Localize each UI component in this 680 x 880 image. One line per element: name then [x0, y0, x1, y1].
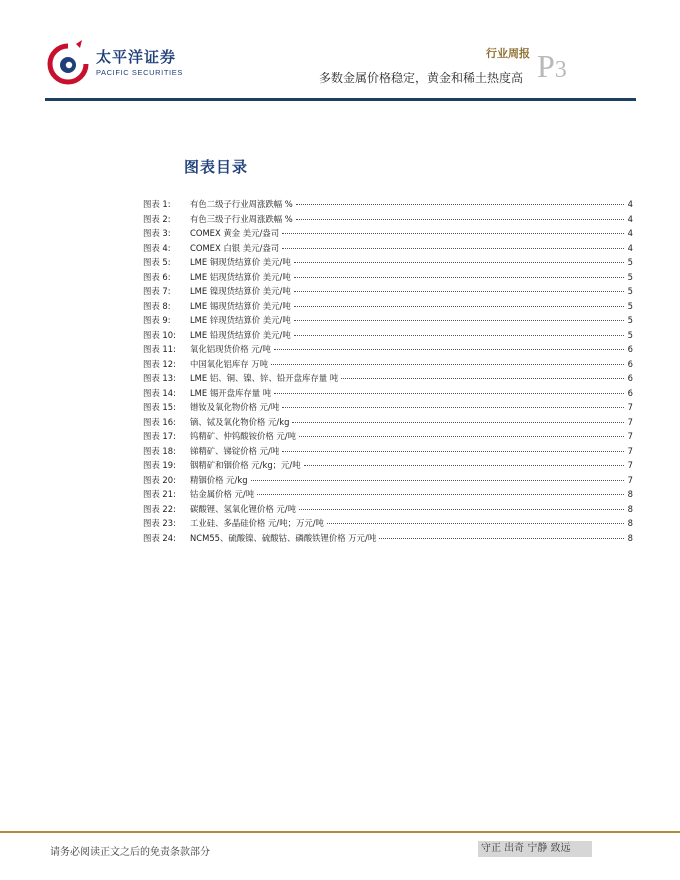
- toc-entry-text: LME 铝、铜、镍、锌、铅开盘库存量 吨: [190, 373, 339, 383]
- toc-entry-label: 图表 21:: [143, 489, 176, 499]
- toc-entry-text: 有色二级子行业周涨跌幅 %: [190, 199, 293, 209]
- toc-entry-label: 图表 24:: [143, 532, 176, 543]
- toc-entry[interactable]: [143, 459, 633, 474]
- toc-entry-text: 钴金属价格 元/吨: [190, 489, 255, 499]
- toc-entry-page: 7: [627, 402, 633, 412]
- toc-entry-page: 6: [627, 373, 633, 383]
- toc-entry-page: 8: [627, 532, 633, 543]
- toc-leader-dots: [299, 509, 624, 510]
- toc-entry-text: LME 锡开盘库存量 吨: [190, 387, 272, 398]
- toc-entry[interactable]: [143, 213, 633, 228]
- toc-leader-dots: [379, 538, 624, 539]
- toc-entry-text: 工业硅、多晶硅价格 元/吨；万元/吨: [190, 518, 324, 528]
- toc-entry-text: 镨钕及氧化物价格 元/吨: [190, 402, 280, 412]
- company-name-cn: 太平洋证券: [96, 48, 177, 66]
- toc-entry-page: 6: [627, 387, 633, 398]
- toc-entry-text: 碳酸锂、氢氧化锂价格 元/吨: [190, 503, 296, 514]
- toc-entry-text: 中国氧化铝库存 万吨: [190, 358, 269, 369]
- toc-leader-dots: [299, 436, 624, 437]
- toc-leader-dots: [282, 451, 624, 452]
- header-divider: [45, 98, 636, 101]
- pacific-securities-logo-icon: [46, 38, 92, 86]
- toc-entry-label: 图表 6:: [143, 271, 171, 282]
- toc-entry-page: 5: [627, 271, 633, 282]
- toc-entry[interactable]: [143, 430, 633, 445]
- toc-entry-label: 图表 20:: [143, 474, 176, 485]
- toc-entry-label: 图表 1:: [143, 199, 171, 209]
- toc-entry[interactable]: [143, 271, 633, 286]
- company-logo: [46, 38, 186, 86]
- toc-entry-page: 8: [627, 503, 633, 514]
- toc-entry[interactable]: [143, 387, 633, 402]
- toc-entry-page: 4: [627, 242, 633, 253]
- toc-entry-label: 图表 11:: [143, 344, 176, 354]
- toc-entry-label: 图表 9:: [143, 315, 171, 325]
- toc-entry-text: 精铟价格 元/kg: [190, 474, 248, 485]
- toc-entry[interactable]: [143, 517, 633, 532]
- toc-entry-label: 图表 7:: [143, 286, 171, 296]
- toc-entry[interactable]: [143, 358, 633, 373]
- toc-entry[interactable]: [143, 488, 633, 503]
- toc-leader-dots: [296, 204, 624, 205]
- toc-leader-dots: [294, 277, 624, 278]
- toc-list: [143, 198, 633, 546]
- toc-entry-label: 图表 8:: [143, 300, 171, 311]
- toc-leader-dots: [294, 306, 624, 307]
- toc-entry-text: 有色三级子行业周涨跌幅 %: [190, 213, 293, 224]
- toc-entry[interactable]: [143, 285, 633, 300]
- toc-entry-text: NCM55、硫酸镍、硫酸钴、磷酸铁锂价格 万元/吨: [190, 532, 377, 543]
- toc-entry-page: 7: [627, 416, 633, 427]
- toc-entry-label: 图表 2:: [143, 213, 171, 224]
- toc-entry-label: 图表 13:: [143, 373, 176, 383]
- toc-entry-page: 7: [627, 460, 633, 470]
- toc-leader-dots: [257, 494, 624, 495]
- toc-entry-text: LME 锌现货结算价 美元/吨: [190, 315, 291, 325]
- toc-entry[interactable]: [143, 227, 633, 242]
- toc-entry-label: 图表 16:: [143, 416, 176, 427]
- toc-entry[interactable]: [143, 256, 633, 271]
- toc-entry-text: 锑精矿、锑锭价格 元/吨: [190, 445, 280, 456]
- footer-motto: 守正 出奇 宁静 致远: [478, 841, 592, 857]
- toc-entry-page: 4: [627, 199, 633, 209]
- toc-leader-dots: [341, 378, 624, 379]
- toc-entry-page: 8: [627, 489, 633, 499]
- toc-entry-label: 图表 18:: [143, 445, 176, 456]
- toc-entry[interactable]: [143, 329, 633, 344]
- page-number-mark: [537, 50, 567, 82]
- toc-leader-dots: [294, 291, 624, 292]
- toc-entry-page: 5: [627, 329, 633, 340]
- toc-entry-page: 5: [627, 286, 633, 296]
- toc-entry-text: COMEX 白银 美元/盎司: [190, 242, 280, 253]
- report-subtitle: 多数金属价格稳定，黄金和稀土热度高: [318, 71, 523, 85]
- toc-entry-page: 6: [627, 344, 633, 354]
- toc-leader-dots: [296, 219, 624, 220]
- toc-entry-text: 钨精矿、仲钨酸铵价格 元/吨: [190, 431, 296, 441]
- toc-leader-dots: [274, 349, 624, 350]
- toc-entry-label: 图表 15:: [143, 402, 176, 412]
- toc-entry-page: 5: [627, 257, 633, 267]
- toc-leader-dots: [292, 422, 624, 423]
- toc-entry-text: LME 铜现货结算价 美元/吨: [190, 257, 291, 267]
- toc-leader-dots: [274, 393, 624, 394]
- toc-entry-label: 图表 14:: [143, 387, 176, 398]
- toc-entry-page: 5: [627, 300, 633, 311]
- toc-entry-label: 图表 4:: [143, 242, 171, 253]
- toc-entry-label: 图表 5:: [143, 257, 171, 267]
- toc-entry[interactable]: [143, 401, 633, 416]
- toc-entry[interactable]: [143, 198, 633, 213]
- toc-leader-dots: [282, 233, 624, 234]
- toc-entry-label: 图表 19:: [143, 460, 176, 470]
- toc-entry-label: 图表 17:: [143, 431, 176, 441]
- toc-entry-label: 图表 12:: [143, 358, 176, 369]
- toc-entry[interactable]: [143, 242, 633, 257]
- toc-leader-dots: [271, 364, 624, 365]
- toc-entry[interactable]: [143, 503, 633, 518]
- toc-entry[interactable]: [143, 343, 633, 358]
- toc-entry[interactable]: [143, 532, 633, 547]
- toc-entry[interactable]: [143, 300, 633, 315]
- toc-entry-page: 7: [627, 445, 633, 456]
- toc-entry[interactable]: [143, 416, 633, 431]
- toc-entry-text: 氧化铝现货价格 元/吨: [190, 344, 271, 354]
- toc-entry[interactable]: [143, 445, 633, 460]
- toc-entry[interactable]: [143, 314, 633, 329]
- toc-title: 图表目录: [184, 158, 249, 176]
- toc-entry[interactable]: [143, 474, 633, 489]
- toc-leader-dots: [294, 262, 624, 263]
- toc-entry-page: 4: [627, 213, 633, 224]
- toc-entry[interactable]: [143, 372, 633, 387]
- toc-entry-label: 图表 22:: [143, 503, 176, 514]
- toc-leader-dots: [282, 248, 624, 249]
- toc-entry-text: 镝、铽及氧化物价格 元/kg: [190, 416, 290, 427]
- footer-disclaimer: 请务必阅读正文之后的免责条款部分: [50, 847, 210, 858]
- toc-entry-text: LME 铝现货结算价 美元/吨: [190, 271, 291, 282]
- toc-leader-dots: [294, 335, 624, 336]
- company-name-en: PACIFIC SECURITIES: [96, 68, 183, 77]
- toc-entry-page: 4: [627, 228, 633, 238]
- toc-entry-text: COMEX 黄金 美元/盎司: [190, 228, 280, 238]
- toc-entry-page: 6: [627, 358, 633, 369]
- toc-leader-dots: [327, 523, 624, 524]
- toc-entry-text: 铟精矿和铟价格 元/kg；元/吨: [190, 460, 301, 470]
- toc-entry-page: 8: [627, 518, 633, 528]
- page-number: 3: [554, 57, 567, 83]
- page-prefix: P: [537, 48, 555, 84]
- toc-entry-page: 7: [627, 431, 633, 441]
- toc-entry-text: LME 锡现货结算价 美元/吨: [190, 300, 291, 311]
- toc-leader-dots: [294, 320, 624, 321]
- toc-entry-label: 图表 10:: [143, 329, 176, 340]
- toc-entry-label: 图表 3:: [143, 228, 171, 238]
- toc-leader-dots: [251, 480, 624, 481]
- toc-entry-text: LME 镍现货结算价 美元/吨: [190, 286, 291, 296]
- footer-divider: [0, 831, 680, 833]
- toc-entry-page: 5: [627, 315, 633, 325]
- toc-leader-dots: [282, 407, 624, 408]
- toc-entry-page: 7: [627, 474, 633, 485]
- report-type: 行业周报: [486, 47, 530, 60]
- toc-leader-dots: [304, 465, 624, 466]
- toc-entry-label: 图表 23:: [143, 518, 176, 528]
- toc-entry-text: LME 铅现货结算价 美元/吨: [190, 329, 291, 340]
